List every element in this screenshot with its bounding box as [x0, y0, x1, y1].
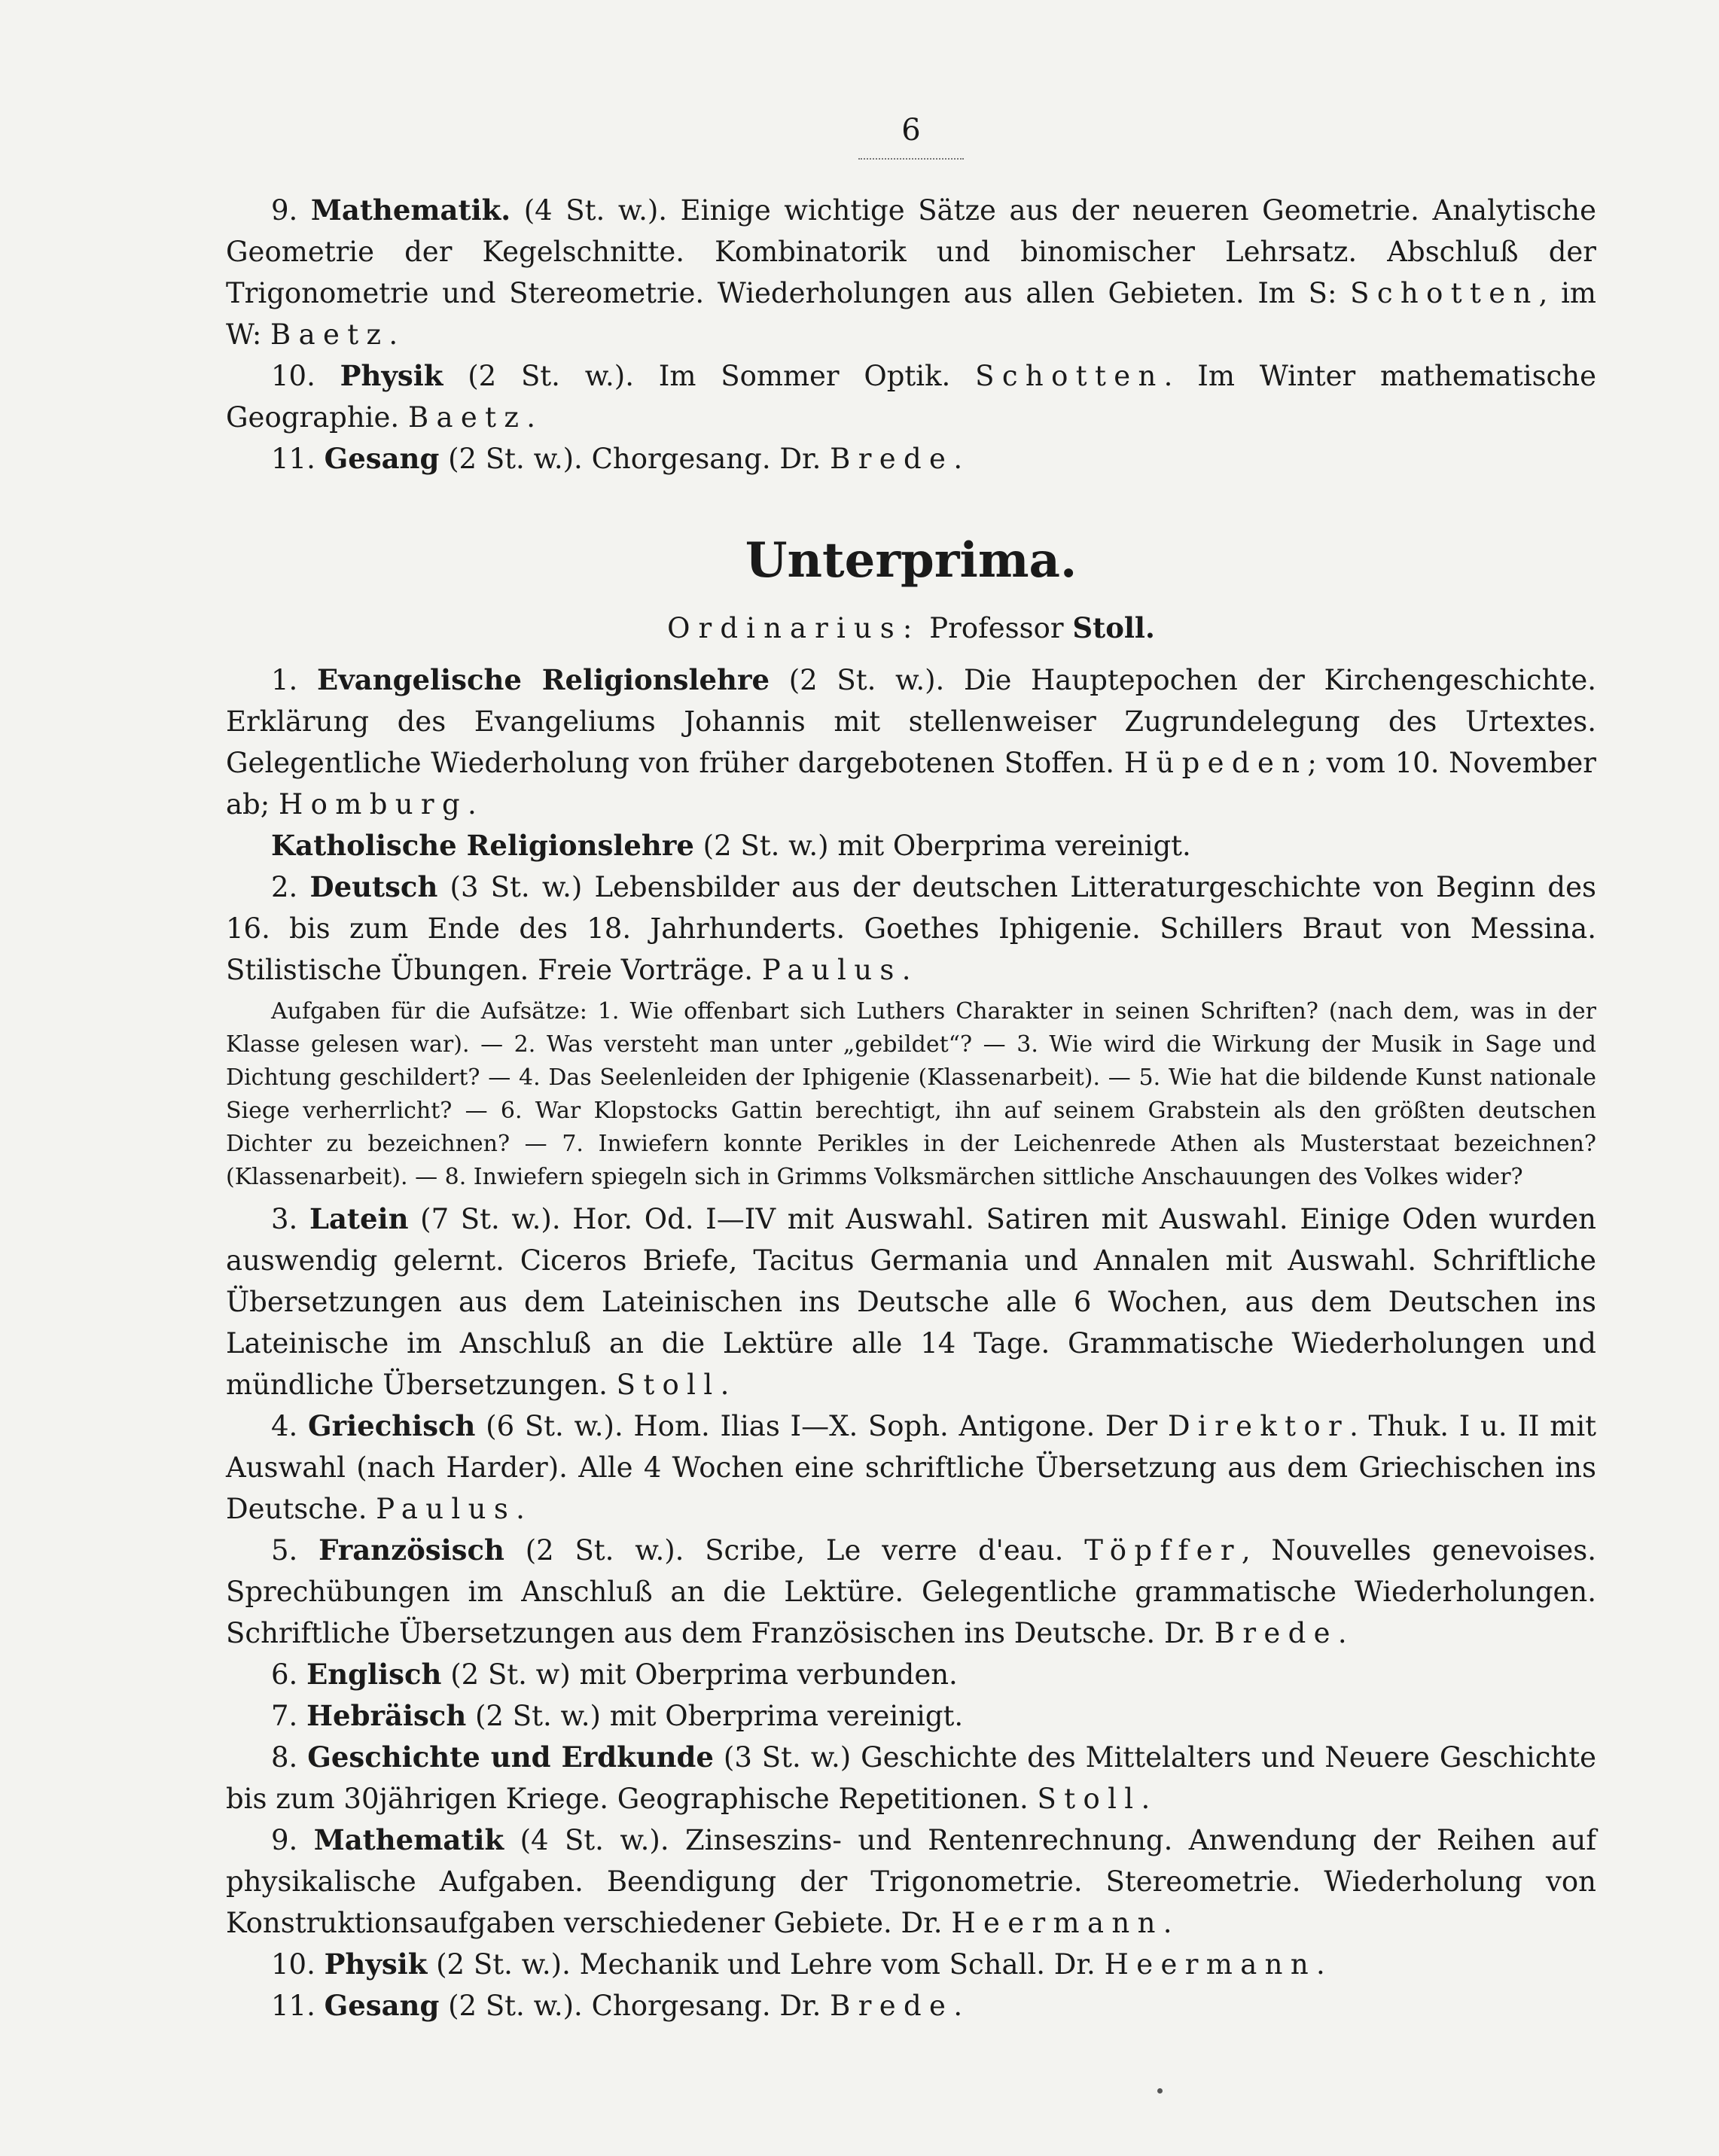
entry-number: 5. — [271, 1534, 298, 1567]
teacher-name-2: Paulus — [376, 1493, 517, 1525]
entry-text: (2 St. w.) mit Oberprima vereinigt. — [703, 830, 1191, 862]
teacher-name-2: Baetz — [407, 401, 527, 434]
ordinarius-name: Stoll. — [1072, 611, 1155, 644]
entry-text: (4 St. w.). Einige wichtige Sätze aus der neueren Geometrie. Analytische Geometrie der Kegelschnitte. Kombinatorik und binomischer Lehrsatz. Abschluß der Trigonometrie und Stereometrie. Wiederholungen aus allen Gebieten. Im S: — [226, 194, 1596, 309]
entry-number: 10. — [271, 1948, 315, 1981]
entry-text-continued: , im W: — [226, 277, 1596, 351]
entry-text: (2 St. w) mit Oberprima verbunden. — [450, 1658, 958, 1691]
entry-number: 4. — [271, 1410, 298, 1442]
essay-topics: Aufgaben für die Aufsätze: 1. Wie offenbart sich Luthers Charakter in seinen Schriften? (nach dem, was in der Klasse gelesen war). — 2. Was versteht man unter „gebildet“? — 3. Wie wird die Wirkung der Musik in Sage und Dichtung geschildert? — 4. Das Seelenleiden der Iphigenie (Klassenarbeit). — 5. Wie hat die bildende Kunst nationale Siege verherrlicht? — 6. War Klopstocks Gattin berechtigt, ihn auf seinem Grabstein als den größten deutschen Dichter zu bezeichnen? — 7. Inwiefern konnte Perikles in der Leichenrede Athen als Musterstaat bezeichnen? (Klassenarbeit). — 8. Inwiefern spiegeln sich in Grimms Volksmärchen sittliche Anschauungen des Volkes wider? — [226, 998, 1596, 1190]
entry-text: (2 St. w.). Die Hauptepochen der Kirchengeschichte. Erklärung des Evangeliums Johannis mit stellenweiser Zugrundelegung des Urtextes. Gelegentliche Wiederholung von früher dargebotenen Stoffen. — [226, 664, 1597, 779]
entry-text: (2 St. w.). Chorgesang. Dr. — [448, 443, 821, 475]
subject-name: Griechisch — [308, 1409, 476, 1442]
subject-entry — [226, 1530, 1596, 1654]
subject-entry — [226, 1985, 1596, 2027]
teacher-name-2: Brede — [1214, 1617, 1338, 1649]
entry-tail: . — [468, 788, 477, 821]
entry-text: (2 St. w.). Mechanik und Lehre vom Schall. Dr. — [436, 1948, 1096, 1981]
subject-name: Englisch — [306, 1658, 442, 1691]
teacher-name: Paulus — [761, 954, 902, 986]
entry-number: 9. — [271, 194, 298, 227]
section-title: Unterprima. — [745, 532, 1077, 589]
entry-text: (2 St. w.). Im Sommer Optik. — [468, 360, 951, 392]
entry-number: 6. — [271, 1658, 298, 1691]
entry-tail: . — [1141, 1783, 1151, 1815]
entry-text: (6 St. w.). Hom. Ilias I—X. Soph. Antigone. Der — [486, 1410, 1158, 1442]
subject-name: Mathematik. — [310, 193, 511, 227]
entry-tail: . — [1163, 1907, 1172, 1939]
teacher-name: Stoll — [616, 1369, 721, 1401]
entry-text: (2 St. w.). Chorgesang. Dr. — [448, 1990, 821, 2022]
subject-name: Physik — [340, 359, 443, 392]
teacher-name: Stoll — [1037, 1783, 1141, 1815]
entry-tail: . — [720, 1369, 730, 1401]
entry-number: 2. — [271, 871, 298, 903]
ordinarius-line — [226, 611, 1596, 644]
subject-entry — [226, 1695, 1596, 1737]
subject-name: Hebräisch — [306, 1699, 467, 1732]
upper-section — [226, 190, 1596, 480]
entry-number: 8. — [271, 1741, 298, 1774]
subject-entry — [226, 1820, 1596, 1944]
entry-number: 11. — [271, 1990, 315, 2022]
subject-entry — [226, 355, 1596, 438]
teacher-name: Direktor — [1167, 1410, 1350, 1442]
page-number: 6 — [901, 113, 921, 148]
subject-name: Gesang — [324, 1989, 440, 2022]
teacher-name: Hüpeden — [1123, 747, 1308, 779]
entry-text: (4 St. w.). Zinseszins- und Rentenrechnung. Anwendung der Reihen auf physikalische Aufgaben. Beendigung der Trigonometrie. Stereometrie. Wiederholung von Konstruktionsaufgaben verschiedener Gebiete. Dr. — [226, 1824, 1597, 1939]
entry-number: 7. — [271, 1700, 298, 1732]
entry-number: 9. — [271, 1824, 298, 1856]
entry-tail: . — [953, 443, 963, 475]
entry-text-continued: . Im Winter mathematische Geographie. — [226, 360, 1597, 434]
subject-entry — [226, 1737, 1596, 1820]
entry-text: (2 St. w.) mit Oberprima vereinigt. — [475, 1700, 964, 1732]
entry-tail: . — [953, 1990, 963, 2022]
teacher-name: Töpffer — [1084, 1534, 1242, 1567]
teacher-name: Schotten — [975, 360, 1164, 392]
subject-entry — [226, 1654, 1596, 1695]
entry-tail: . — [516, 1493, 525, 1525]
entry-tail: . — [389, 318, 398, 351]
entry-tail: . — [1316, 1948, 1325, 1981]
subject-name: Gesang — [324, 442, 440, 475]
subject-entry — [226, 1198, 1596, 1405]
page-number-rule — [858, 152, 964, 160]
subject-name: Mathematik — [313, 1823, 504, 1856]
entry-text-continued: ; vom 10. November ab; — [226, 747, 1596, 821]
entry-tail: . — [1337, 1617, 1347, 1649]
subject-name: Deutsch — [309, 870, 438, 903]
entry-number: 10. — [271, 360, 315, 392]
ink-dot — [1157, 2088, 1163, 2094]
teacher-name: Schotten — [1350, 277, 1539, 309]
teacher-name: Heermann — [951, 1907, 1163, 1939]
subject-name: Latein — [309, 1202, 409, 1235]
subject-name: Geschichte und Erdkunde — [307, 1740, 714, 1774]
teacher-name-2: Homburg — [278, 788, 468, 821]
entry-text-continued: , Nouvelles genevoises. Sprechübungen im Anschluß an die Lektüre. Gelegentliche grammatische Wiederholungen. Schriftliche Übersetzungen aus dem Französischen ins Deutsche. Dr. — [226, 1534, 1596, 1649]
subject-name: Physik — [324, 1947, 428, 1981]
subject-name: Katholische Religionslehre — [271, 829, 694, 862]
entry-tail: . — [901, 954, 911, 986]
subject-entry — [226, 1405, 1596, 1530]
entry-number: 3. — [271, 1203, 298, 1235]
subject-name: Evangelische Religionslehre — [317, 663, 770, 696]
subject-entry — [226, 866, 1596, 991]
teacher-name-2: Baetz — [270, 318, 389, 351]
entry-text: (2 St. w.). Scribe, Le verre d'eau. — [525, 1534, 1064, 1567]
teacher-name: Brede — [830, 1990, 954, 2022]
entry-text: (7 St. w.). Hor. Od. I—IV mit Auswahl. Satiren mit Auswahl. Einige Oden wurden auswendig gelernt. Ciceros Briefe, Tacitus Germania und Annalen mit Auswahl. Schriftliche Übersetzungen aus dem Lateinischen ins Deutsche alle 6 Wochen, aus dem Deutschen ins Lateinische im Anschluß an die Lektüre alle 14 Tage. Grammatische Wiederholungen und mündliche Übersetzungen. — [226, 1203, 1596, 1401]
entry-text-continued: . Thuk. I u. II mit Auswahl (nach Harder). Alle 4 Wochen eine schriftliche Übersetzung aus dem Griechischen ins Deutsche. — [226, 1410, 1597, 1525]
subject-entry — [226, 438, 1596, 480]
entry-tail: . — [526, 401, 536, 434]
entry-number: 11. — [271, 443, 315, 475]
subject-entry — [226, 1944, 1596, 1985]
teacher-name: Brede — [830, 443, 954, 475]
subject-entry — [226, 825, 1596, 866]
entry-number: 1. — [271, 664, 298, 696]
ordinarius-label: Ordinarius: — [667, 612, 921, 644]
teacher-name: Heermann — [1104, 1948, 1317, 1981]
lower-section-part2 — [226, 1198, 1596, 2027]
ordinarius-title: Professor — [929, 612, 1064, 644]
subject-entry — [226, 659, 1596, 825]
document-page — [226, 113, 1596, 2027]
subject-entry — [226, 190, 1596, 355]
entry-text: (3 St. w.) Geschichte des Mittelalters und Neuere Geschichte bis zum 30jährigen Kriege. Geographische Repetitionen. — [226, 1741, 1597, 1815]
subject-name: Französisch — [319, 1533, 504, 1567]
lower-section-part1 — [226, 659, 1596, 991]
entry-text: (3 St. w.) Lebensbilder aus der deutschen Litteraturgeschichte von Beginn des 16. bis zum Ende des 18. Jahrhunderts. Goethes Iphigenie. Schillers Braut von Messina. Stilistische Übungen. Freie Vorträge. — [226, 871, 1597, 986]
